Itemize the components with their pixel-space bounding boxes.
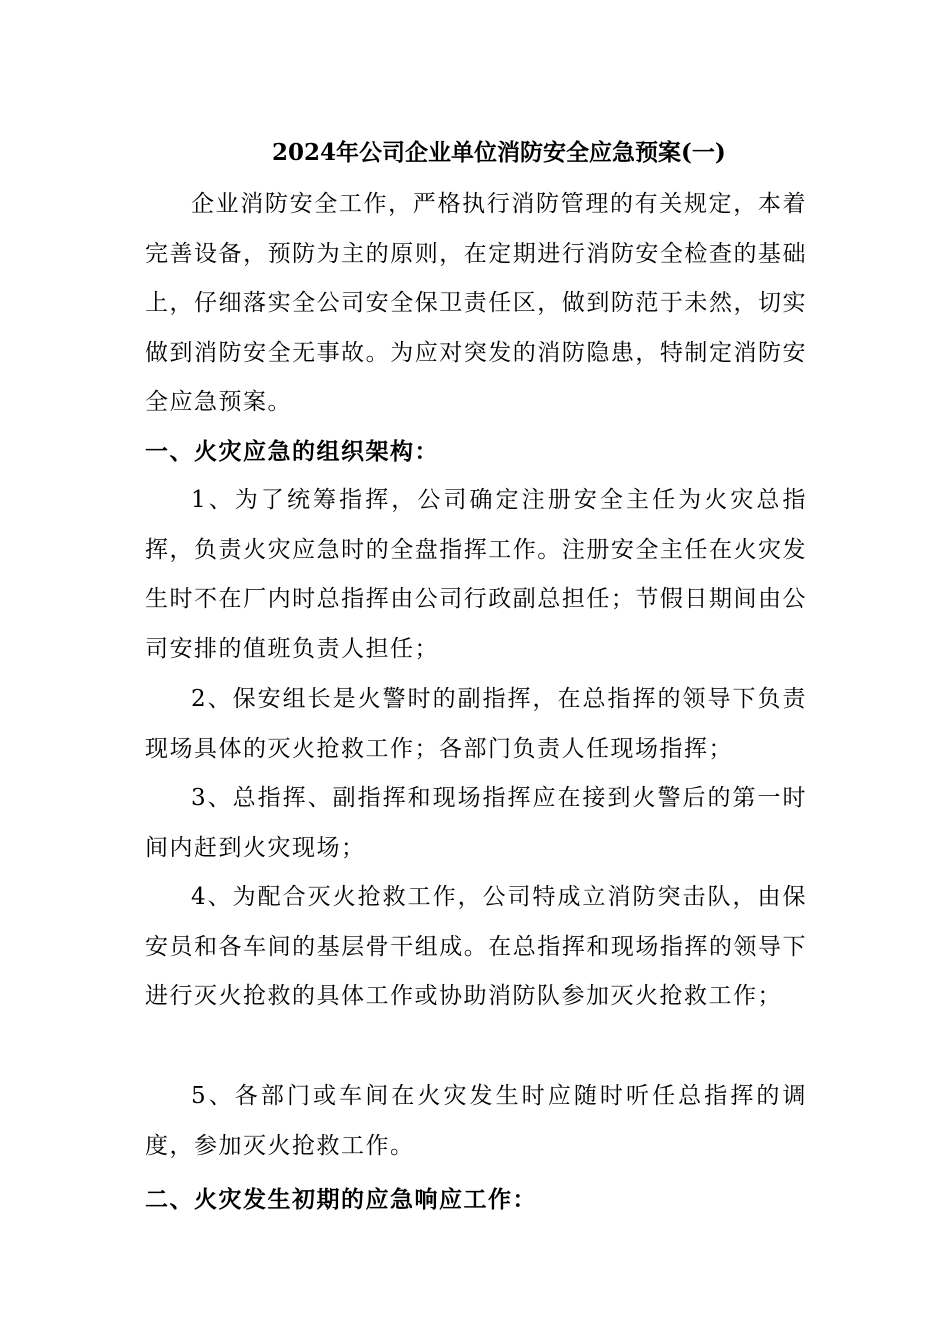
document-title: 2024年公司企业单位消防安全应急预案(一)	[272, 139, 726, 166]
section-1-item-5: 5、各部门或车间在火灾发生时应随时听任总指挥的调度，参加灭火抢救工作。	[145, 1083, 807, 1159]
intro-paragraph: 企业消防安全工作，严格执行消防管理的有关规定，本着完善设备，预防为主的原则，在定期进行消防安全检查的基础上，仔细落实全公司安全保卫责任区，做到防范于未然，切实做到消防安全无事故。为应对突发的消防隐患，特制定消防安全应急预案。	[145, 191, 807, 415]
section-1-item-4: 4、为配合灭火抢救工作，公司特成立消防突击队，由保安员和各车间的基层骨干组成。在总指挥和现场指挥的领导下进行灭火抢救的具体工作或协助消防队参加灭火抢救工作；	[145, 884, 807, 1009]
section-2-heading: 二、火灾发生初期的应急响应工作：	[145, 1186, 537, 1213]
section-1-item-1: 1、为了统筹指挥，公司确定注册安全主任为火灾总指挥，负责火灾应急时的全盘指挥工作。注册安全主任在火灾发生时不在厂内时总指挥由公司行政副总担任；节假日期间由公司安排的值班负责人担任；	[145, 487, 807, 662]
section-1-heading: 一、火灾应急的组织架构：	[145, 438, 439, 465]
section-1-item-3: 3、总指挥、副指挥和现场指挥应在接到火警后的第一时间内赶到火灾现场；	[145, 785, 807, 861]
section-1-item-2: 2、保安组长是火警时的副指挥，在总指挥的领导下负责现场具体的灭火抢救工作；各部门负责人任现场指挥；	[145, 686, 807, 762]
